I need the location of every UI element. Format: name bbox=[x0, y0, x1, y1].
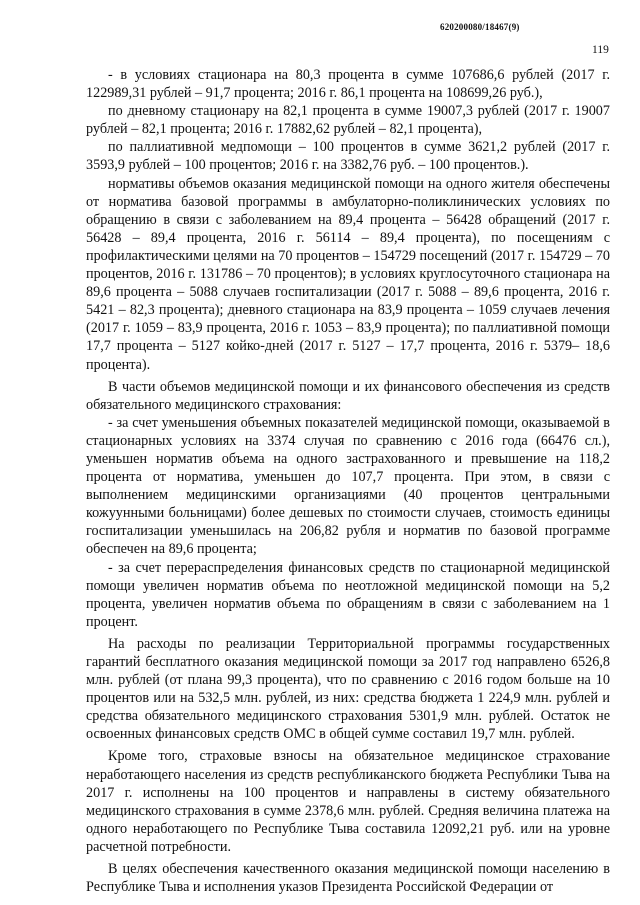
paragraph-expenses: На расходы по реализации Территориальной программы государственных гарантий бесплатного оказания медицинской помощи за 2017 год направлено 6526,8 млн. рублей (от плана 99,3 процента), что по сравнению с 2016 годом больше на 10 процентов или на 532,5 млн. рублей, из них: средства бюджета 1 224,9 млн. рублей и средства обязательного медицинского страхования 5301,9 млн. рублей. Остаток не освоенных финансовых средств ОМС в общей сумме составил 19,7 млн. рублей. bbox=[86, 635, 610, 743]
paragraph-quality-care: В целях обеспечения качественного оказания медицинской помощи населению в Республике Тыва и исполнения указов Президента Российской Федерации от bbox=[86, 861, 610, 896]
paragraph-volume-norms: нормативы объемов оказания медицинской помощи на одного жителя обеспечены от норматива базовой программы в амбулаторно-поликлинических условиях по обращению в связи с заболеванием на 89,4 процента – 56428 обращений (2017 г. 56428 – 89,4 процента, 2016 г. 56114 – 89,4 процента), по посещениям с профилактическими целями на 70 процентов – 154729 посещений (2017 г. 154729 – 70 процентов, 2016 г. 131786 – 70 процентов); в условиях круглосуточного стационара на 89,6 процента – 5088 случаев госпитализации (2017 г. 5088 – 89,6 процента, 2016 г. 5421 – 82,3 процента); дневного стационара на 83,9 процента – 1059 случаев лечения (2017 г. 1059 – 83,9 процента, 2016 г. 1053 – 83,9 процента); по паллиативной помощи 17,7 процента – 5127 койко-дней (2017 г. 5127 – 17,7 процента, 2016 г. 5379– 18,6 процента). bbox=[86, 175, 610, 373]
paragraph-palliative: по паллиативной медпомощи – 100 процентов в сумме 3621,2 рублей (2017 г. 3593,9 рублей – 100 процентов; 2016 г. на 3382,76 руб. – 100 процентов.). bbox=[86, 139, 610, 174]
paragraph-oms-intro: В части объемов медицинской помощи и их финансового обеспечения из средств обязательного медицинского страхования: bbox=[86, 378, 610, 413]
paragraph-day-hospital: по дневному стационару на 82,1 процента в сумме 19007,3 рублей (2017 г. 19007 рублей – 82,1 процента; 2016 г. 17882,62 рублей – 82,1 процента), bbox=[86, 103, 610, 138]
paragraph-insurance-contributions: Кроме того, страховые взносы на обязательное медицинское страхование неработающего населения из средств республиканского бюджета Республики Тыва на 2017 г. исполнены на 100 процентов и направлены в систему обязательного медицинского страхования в сумме 2378,6 млн. рублей. Средняя величина платежа на одного неработающего по Республике Тыва составила 12092,21 руб. или на уровне расчетной потребности. bbox=[86, 748, 610, 855]
paragraph-redistribution: - за счет перераспределения финансовых средств по стационарной медицинской помощи увеличен норматив объема по неотложной медицинской помощи на 5,2 процента, увеличен норматив объема по обращениям в связи с заболеванием на 1 процент. bbox=[86, 559, 610, 630]
paragraph-inpatient: - в условиях стационара на 80,3 процента в сумме 107686,6 рублей (2017 г. 122989,31 рублей – 91,7 процента; 2016 г. 86,1 процента на 108699,26 руб.), bbox=[86, 67, 610, 102]
document-number: 620200080/18467(9) bbox=[440, 22, 520, 32]
document-body bbox=[86, 66, 610, 896]
paragraph-reduction: - за счет уменьшения объемных показателей медицинской помощи, оказываемой в стационарных условиях на 3374 случая по сравнению с 2016 года (66476 сл.), уменьшен норматив объема на одного застрахованного и превышение на 118,2 процента от норматива, уменьшен до 107,7 процента. При этом, в связи с выполнением медицинскими организациями (40 процентов центральными кожуунными больницами) более дешевых по стоимости случаев, стоимость единицы госпитализации уменьшилась на 206,82 рубля и норматив по базовой программе обеспечен на 89,6 процента; bbox=[86, 414, 610, 558]
page-number: 119 bbox=[592, 44, 609, 56]
